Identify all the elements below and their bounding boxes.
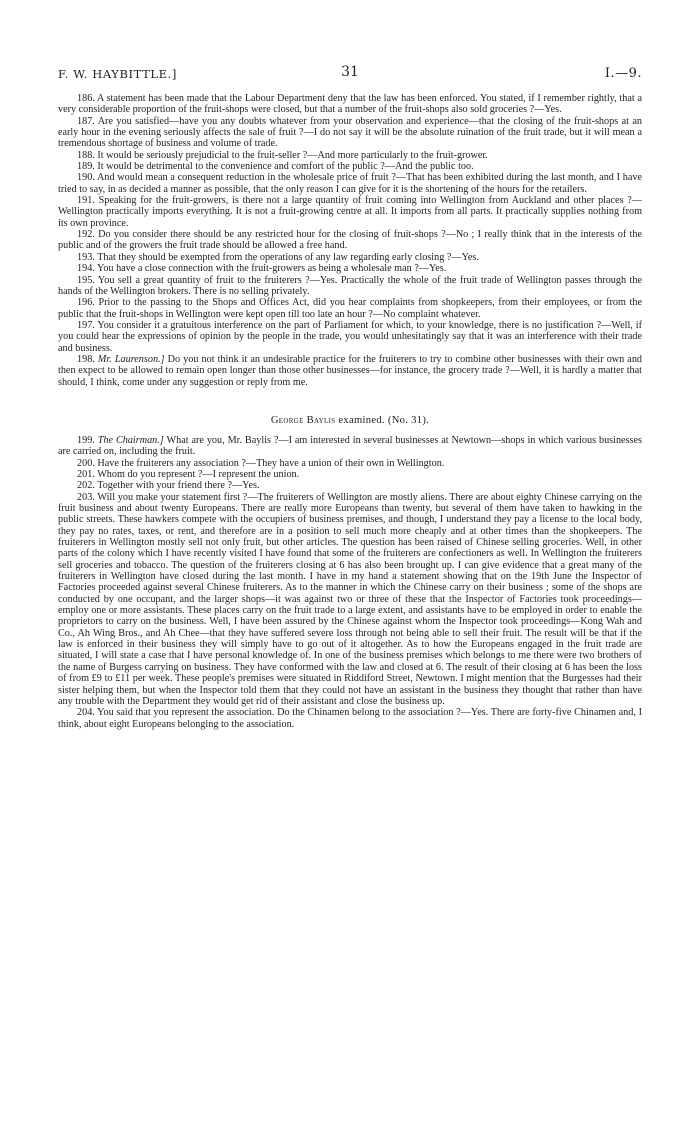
question-202: 202. Together with your friend there ?—Yes. <box>77 480 260 492</box>
question-text: Do you not think it an undesirable practice for the fruiterers to try to combine other businesses with their own and then expect to be allowed to remain open longer than those other businesses—for instance, the grocery trade ?—Well, it is hardly a matter that should, I think, come under any suggestion or reply from me. <box>58 353 643 388</box>
question-number: 199. <box>77 434 95 446</box>
question-192: 192. Do you consider there should be any restricted hour for the closing of fruit-shops ?—No ; I really think that in the interests of the public and of the growers the fruit trade should be allowed a free hand. <box>58 229 642 252</box>
question-200: 200. Have the fruiterers any association ?—They have a union of their own in Wellington. <box>77 457 445 469</box>
document-reference: I.—9. <box>604 66 642 81</box>
question-201: 201. Whom do you represent ?—I represent the union. <box>77 468 300 480</box>
question-197: 197. You consider it a gratuitous interference on the part of Parliament for which, to your knowledge, there is no justification ?—Well, if you could hear the expressions of opinion by the people in the trade, you would unhesitatingly say that it was an interference with their trade and business. <box>58 319 642 354</box>
question-193: 193. That they should be exempted from the operations of any law regarding early closing ?—Yes. <box>77 251 479 263</box>
page-number: 31 <box>341 64 359 80</box>
witness-name: George Baylis <box>270 414 336 426</box>
question-196: 196. Prior to the passing to the Shops and Offices Act, did you hear complaints from shopkeepers, from their employees, or from the public that the fruit-shops in Wellington were kept open till too late an hour ?—No complaint whatever. <box>58 297 642 320</box>
question-194: 194. You have a close connection with the fruit-growers as being a wholesale man ?—Yes. <box>77 263 447 275</box>
question-195: 195. You sell a great quantity of fruit to the fruiterers ?—Yes. Practically the whole of the fruit trade of Wellington passes through the hands of the Wellington brokers. There is no selling privately. <box>58 274 642 297</box>
witness-name-header: F. W. HAYBITTLE.] <box>58 67 178 81</box>
question-191: 191. Speaking for the fruit-growers, is there not a large quantity of fruit coming into Wellington from Auckland and other places ?—Wellington practically imports everything. It is not a fruit-growing centre at all. It imports from all parts. It practically supplies nothing from its own province. <box>58 195 642 229</box>
question-190: 190. And would mean a consequent reduction in the wholesale price of fruit ?—That has been exhibited during the last month, and I have tried to say, in as decided a manner as possible, that the only reason I can give for it is the shortening of the hours for the retailers. <box>58 172 642 195</box>
question-198 <box>58 354 642 388</box>
question-187: 187. Are you satisfied—have you any doubts whatever from your observation and experience—that the closing of the fruit-shops at an early hour in the evening seriously affects the sale of fruit ?—I do not say it will be the absolute ruination of the fruit trade, but it will mean a tremendous shortage of business and volume of trade. <box>58 115 642 150</box>
question-number: 198. <box>77 353 95 365</box>
question-199 <box>58 435 642 458</box>
question-203: 203. Will you make your statement first ?—The fruiterers of Wellington are mostly aliens. There are about eighty Chinese carrying on the fruit business and about twenty Europeans. There are really more Europeans than twenty, but several of them have taken to hawking in the public streets. These hawkers compete with the occupiers of business premises, and though, I understand they pay a license to the local body, they pay no rates, taxes, or rent, and therefore are in a position to sell much more cheaply and at other times than the shopkeepers. The fruiterers in Wellington mostly sell not only fruit, but other articles. The question has been raised of Chinese selling groceries. Well, in other parts of the colony which I have recently visited I have found that some of the fruiterers are confectioners as well. In Wellington the fruiterers sell groceries and tobacco. The question of the fruiterers closing at 6 has also been brought up. I can give evidence that a great many of the fruiterers in Wellington have closed during the last month. I have in my hand a statement showing that on the 19th June the Inspector of Factories proceeded against several Chinese fruiterers. As to the manner in which the Chinese carry on their business ; some of the shops are conducted by one occupant, and the larger shops—it was against two or three of these that the Inspector of Factories took proceedings—employ one or more assistants. These places carry on the fruit trade to a large extent, and assistants have to be employed in order to enable the proprietors to carry on the business. Well, I have been assured by the Chinese against whom the Inspector took proceedings—Kong Wah and Co., Ah Wing Bros., and Ah Chee—that they have suffered severe loss through not being able to sell their fruit. The result will be that if the law is enforced in their business they will simply have to go out of it altogether. As to how the Europeans engaged in the fruit trade are situated, I will state a case that I have personal knowledge of. In one of the business premises which belongs to me there were two brothers of the name of Burgess carrying on business. They have conformed with the law and closed at 6. The result of their closing at 6 has been the loss of from £9 to £11 per week. These people's premises were situated in Riddiford Street, Newtown. I might mention that the Burgesses had their sister helping them, but when the Inspector told them that they could not have an assistant in the business they thought that rather than have any trouble with the Department they would get rid of their assistant and close the business up. <box>58 491 642 707</box>
question-186: 186. A statement has been made that the Labour Department deny that the law has been enforced. You stated, if I remember rightly, that a very considerable proportion of the fruit-shops were closed, but that a number of the fruit-shops also sold groceries ?—Yes. <box>58 93 642 116</box>
question-text: What are you, Mr. Baylis ?—I am interested in several businesses at Newtown—shops in which various businesses are carried on, including the fruit. <box>58 434 642 458</box>
running-header <box>58 64 642 86</box>
document-page <box>58 64 642 730</box>
evidence-section-haybittle <box>58 93 642 388</box>
question-188: 188. It would be seriously prejudicial to the fruit-seller ?—And more particularly to the fruit-grower. <box>77 149 488 161</box>
witness-heading <box>58 415 642 426</box>
speaker-name: The Chairman.] <box>97 434 164 446</box>
evidence-section-baylis <box>58 435 642 730</box>
witness-heading-text: examined. <box>338 414 385 426</box>
speaker-name: Mr. Laurenson.] <box>97 353 165 365</box>
question-189: 189. It would be detrimental to the convenience and comfort of the public ?—And the public too. <box>77 161 474 173</box>
question-204: 204. You said that you represent the association. Do the Chinamen belong to the association ?—Yes. There are forty-five Chinamen and, I think, about eight Europeans belonging to the association. <box>58 707 642 730</box>
witness-number: (No. 31). <box>387 414 430 426</box>
